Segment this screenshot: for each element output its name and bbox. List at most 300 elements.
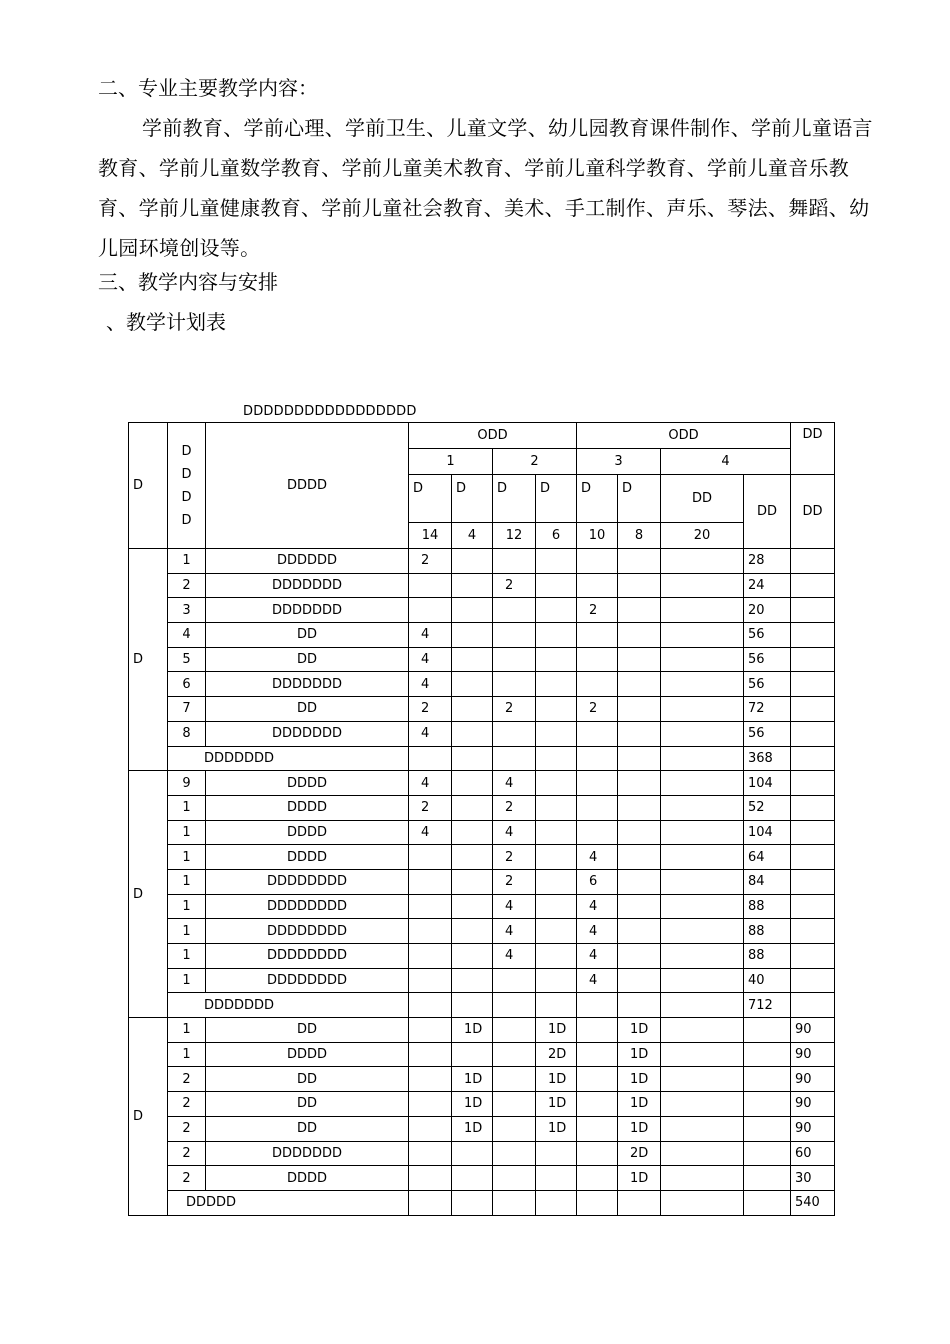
hours-cell-c7 — [661, 573, 744, 598]
empty-cell — [409, 993, 452, 1018]
row-number: 2 — [168, 1166, 206, 1191]
hours-cell-c3 — [493, 1067, 536, 1092]
header-semester-2: 2 — [493, 449, 577, 475]
total-cell-t2 — [791, 672, 835, 697]
hours-cell-c4 — [536, 598, 577, 623]
hours-cell-c5 — [577, 1067, 618, 1092]
hours-cell-c7 — [661, 869, 744, 894]
hours-cell-c1: 2 — [409, 549, 452, 574]
total-cell-t1: 52 — [744, 795, 791, 820]
row-number: 1 — [168, 845, 206, 870]
empty-cell — [452, 746, 493, 771]
total-cell-t2 — [791, 894, 835, 919]
course-name: DDDDDDDD — [206, 944, 409, 969]
table-row — [129, 598, 835, 623]
total-cell-t1 — [744, 1141, 791, 1166]
hours-cell-c3: 2 — [493, 573, 536, 598]
total-cell-t2: 60 — [791, 1141, 835, 1166]
hours-cell-c4 — [536, 697, 577, 722]
hours-cell-c1 — [409, 1092, 452, 1117]
table-row — [129, 820, 835, 845]
total-cell-t1 — [744, 1067, 791, 1092]
total-cell-t2 — [791, 549, 835, 574]
header-sub-1: D — [409, 475, 452, 523]
hours-cell-c5 — [577, 623, 618, 648]
header-total: DD — [791, 423, 835, 475]
empty-cell — [493, 746, 536, 771]
empty-cell — [536, 1190, 577, 1215]
hours-cell-c4 — [536, 869, 577, 894]
subtotal-row — [129, 1190, 835, 1215]
hours-cell-c3 — [493, 1092, 536, 1117]
hours-cell-c6 — [618, 944, 661, 969]
hours-cell-c2: 1D — [452, 1018, 493, 1043]
course-name: DD — [206, 1092, 409, 1117]
course-name: DD — [206, 623, 409, 648]
hours-cell-c7 — [661, 697, 744, 722]
category-cell: D — [129, 771, 168, 1018]
header-number — [168, 423, 206, 549]
total-cell-t1: 104 — [744, 771, 791, 796]
hours-cell-c6 — [618, 894, 661, 919]
row-number: 1 — [168, 869, 206, 894]
course-name: DDDD — [206, 771, 409, 796]
header-category: D — [129, 423, 168, 549]
hours-cell-c7 — [661, 1067, 744, 1092]
row-number: 1 — [168, 795, 206, 820]
hours-cell-c5 — [577, 549, 618, 574]
hours-cell-c2 — [452, 771, 493, 796]
hours-cell-c5 — [577, 1092, 618, 1117]
course-name: DDDDDD — [206, 549, 409, 574]
hours-cell-c7 — [661, 944, 744, 969]
hours-cell-c3 — [493, 623, 536, 648]
course-name: DDDDDDDD — [206, 869, 409, 894]
total-cell-t1: 88 — [744, 919, 791, 944]
total-cell-t1: 28 — [744, 549, 791, 574]
hours-cell-c5 — [577, 721, 618, 746]
header-sub-2: D — [452, 475, 493, 523]
row-number: 1 — [168, 968, 206, 993]
header-sub-7: DD — [661, 475, 744, 523]
total-cell-t2 — [791, 820, 835, 845]
header-total-a: DD — [744, 475, 791, 549]
header-sub-5: D — [577, 475, 618, 523]
hours-cell-c5 — [577, 820, 618, 845]
hours-cell-c3 — [493, 672, 536, 697]
hours-cell-c6 — [618, 919, 661, 944]
hours-cell-c4 — [536, 795, 577, 820]
header-semester-4: 4 — [661, 449, 791, 475]
hours-cell-c7 — [661, 845, 744, 870]
table-row — [129, 721, 835, 746]
hours-cell-c4 — [536, 647, 577, 672]
total-cell-t1: 56 — [744, 672, 791, 697]
row-number: 4 — [168, 623, 206, 648]
total-cell-t1: 40 — [744, 968, 791, 993]
hours-cell-c5 — [577, 1018, 618, 1043]
hours-cell-c2 — [452, 721, 493, 746]
table-row — [129, 1092, 835, 1117]
hours-cell-c4 — [536, 845, 577, 870]
total-cell-t1: 56 — [744, 623, 791, 648]
hours-cell-c1 — [409, 1166, 452, 1191]
total-cell-t1 — [744, 1042, 791, 1067]
total-cell-t2 — [791, 623, 835, 648]
hours-cell-c6 — [618, 598, 661, 623]
hours-cell-c1: 4 — [409, 647, 452, 672]
table-row — [129, 672, 835, 697]
hours-cell-c6 — [618, 869, 661, 894]
empty-cell — [618, 1190, 661, 1215]
table-row — [129, 894, 835, 919]
table-row — [129, 1067, 835, 1092]
subsection-heading: 、教学计划表 — [106, 310, 226, 334]
total-cell-t1: 84 — [744, 869, 791, 894]
hours-cell-c3 — [493, 1018, 536, 1043]
category-cell: D — [129, 1018, 168, 1216]
hours-cell-c2 — [452, 1141, 493, 1166]
hours-cell-c3 — [493, 598, 536, 623]
total-cell-t1: 88 — [744, 944, 791, 969]
empty-cell — [536, 993, 577, 1018]
row-number: 2 — [168, 573, 206, 598]
section-heading-3: 三、教学内容与安排 — [98, 270, 278, 294]
hours-cell-c6 — [618, 820, 661, 845]
hours-cell-c7 — [661, 598, 744, 623]
empty-cell — [493, 993, 536, 1018]
subtotal-label: DDDDDDD — [168, 993, 409, 1018]
hours-cell-c1: 4 — [409, 721, 452, 746]
weeks-6: 8 — [618, 523, 661, 549]
hours-cell-c6 — [618, 573, 661, 598]
row-number: 1 — [168, 549, 206, 574]
total-cell-t1: 56 — [744, 647, 791, 672]
empty-cell — [577, 746, 618, 771]
course-name: DDDD — [206, 1166, 409, 1191]
total-cell-t2 — [791, 647, 835, 672]
hours-cell-c3 — [493, 1141, 536, 1166]
hours-cell-c7 — [661, 721, 744, 746]
hours-cell-c5: 2 — [577, 697, 618, 722]
total-cell-t2: 90 — [791, 1092, 835, 1117]
hours-cell-c7 — [661, 1092, 744, 1117]
hours-cell-c5 — [577, 1141, 618, 1166]
hours-cell-c1 — [409, 1067, 452, 1092]
hours-cell-c2 — [452, 598, 493, 623]
hours-cell-c6 — [618, 647, 661, 672]
total-cell-t1: 24 — [744, 573, 791, 598]
subtotal-row — [129, 993, 835, 1018]
empty-cell — [744, 1190, 791, 1215]
course-name: DDDDDDD — [206, 598, 409, 623]
total-cell-t1 — [744, 1092, 791, 1117]
empty-cell — [409, 746, 452, 771]
total-cell-t2 — [791, 721, 835, 746]
total-cell-t2 — [791, 771, 835, 796]
weeks-1: 14 — [409, 523, 452, 549]
course-name: DDDD — [206, 845, 409, 870]
header-sub-6: D — [618, 475, 661, 523]
hours-cell-c5 — [577, 795, 618, 820]
empty-cell — [452, 993, 493, 1018]
empty-cell — [661, 993, 744, 1018]
hours-cell-c5 — [577, 1166, 618, 1191]
header-year-1: ODD — [409, 423, 577, 449]
total-cell-t1 — [744, 1166, 791, 1191]
hours-cell-c7 — [661, 820, 744, 845]
hours-cell-c4: 1D — [536, 1116, 577, 1141]
section-heading-2: 二、专业主要教学内容： — [98, 76, 318, 100]
header-sub-3: D — [493, 475, 536, 523]
hours-cell-c2: 1D — [452, 1067, 493, 1092]
subtotal-value: 712 — [744, 993, 791, 1018]
hours-cell-c1: 2 — [409, 795, 452, 820]
hours-cell-c7 — [661, 647, 744, 672]
hours-cell-c4 — [536, 1166, 577, 1191]
hours-cell-c2 — [452, 820, 493, 845]
hours-cell-c7 — [661, 968, 744, 993]
hours-cell-c2 — [452, 549, 493, 574]
total-cell-t1: 20 — [744, 598, 791, 623]
row-number: 3 — [168, 598, 206, 623]
hours-cell-c1 — [409, 598, 452, 623]
empty-cell — [791, 993, 835, 1018]
course-name: DD — [206, 1018, 409, 1043]
course-name: DDDDDDDD — [206, 968, 409, 993]
empty-cell — [409, 1190, 452, 1215]
hours-cell-c1: 4 — [409, 820, 452, 845]
hours-cell-c6 — [618, 623, 661, 648]
empty-cell — [536, 746, 577, 771]
total-cell-t1 — [744, 1116, 791, 1141]
hours-cell-c4 — [536, 573, 577, 598]
hours-cell-c6: 1D — [618, 1166, 661, 1191]
total-cell-t2 — [791, 919, 835, 944]
course-name: DDDDDDD — [206, 721, 409, 746]
course-name: DD — [206, 697, 409, 722]
course-name: DDDD — [206, 820, 409, 845]
hours-cell-c2 — [452, 647, 493, 672]
hours-cell-c2 — [452, 894, 493, 919]
row-number: 7 — [168, 697, 206, 722]
hours-cell-c6 — [618, 721, 661, 746]
empty-cell — [791, 746, 835, 771]
row-number: 2 — [168, 1067, 206, 1092]
weeks-5: 10 — [577, 523, 618, 549]
hours-cell-c1: 2 — [409, 697, 452, 722]
weeks-4: 6 — [536, 523, 577, 549]
row-number: 1 — [168, 894, 206, 919]
hours-cell-c1 — [409, 919, 452, 944]
row-number: 2 — [168, 1141, 206, 1166]
hours-cell-c4 — [536, 820, 577, 845]
subtotal-value: 540 — [791, 1190, 835, 1215]
hours-cell-c2 — [452, 697, 493, 722]
total-cell-t2: 90 — [791, 1067, 835, 1092]
table-row — [129, 968, 835, 993]
hours-cell-c7 — [661, 549, 744, 574]
hours-cell-c2 — [452, 1042, 493, 1067]
hours-cell-c3 — [493, 1116, 536, 1141]
header-row-1 — [129, 423, 835, 449]
table-row — [129, 919, 835, 944]
row-number: 2 — [168, 1092, 206, 1117]
hours-cell-c3: 4 — [493, 894, 536, 919]
hours-cell-c3: 2 — [493, 845, 536, 870]
table-row — [129, 647, 835, 672]
hours-cell-c2 — [452, 919, 493, 944]
header-sub-4: D — [536, 475, 577, 523]
hours-cell-c6 — [618, 549, 661, 574]
hours-cell-c3: 4 — [493, 919, 536, 944]
hours-cell-c6 — [618, 968, 661, 993]
hours-cell-c1 — [409, 894, 452, 919]
hours-cell-c6: 1D — [618, 1092, 661, 1117]
total-cell-t2 — [791, 944, 835, 969]
subtotal-label: DDDDD — [168, 1190, 409, 1215]
hours-cell-c3: 2 — [493, 869, 536, 894]
hours-cell-c1 — [409, 845, 452, 870]
hours-cell-c1: 4 — [409, 623, 452, 648]
hours-cell-c1 — [409, 1141, 452, 1166]
course-name: DDDD — [206, 795, 409, 820]
table-row — [129, 845, 835, 870]
row-number: 1 — [168, 820, 206, 845]
course-name: DDDDDDDD — [206, 894, 409, 919]
table-row — [129, 944, 835, 969]
header-total-b: DD — [791, 475, 835, 549]
hours-cell-c4: 1D — [536, 1067, 577, 1092]
course-name: DD — [206, 1116, 409, 1141]
subtotal-row — [129, 746, 835, 771]
course-name: DDDDDDD — [206, 1141, 409, 1166]
empty-cell — [618, 993, 661, 1018]
teaching-plan-table — [128, 422, 835, 1216]
hours-cell-c2 — [452, 968, 493, 993]
hours-cell-c4: 2D — [536, 1042, 577, 1067]
total-cell-t2 — [791, 968, 835, 993]
table-row — [129, 1141, 835, 1166]
hours-cell-c2 — [452, 795, 493, 820]
hours-cell-c7 — [661, 919, 744, 944]
hours-cell-c2 — [452, 845, 493, 870]
table-row — [129, 623, 835, 648]
hours-cell-c6: 2D — [618, 1141, 661, 1166]
hours-cell-c3: 4 — [493, 944, 536, 969]
weeks-2: 4 — [452, 523, 493, 549]
total-cell-t1 — [744, 1018, 791, 1043]
hours-cell-c7 — [661, 894, 744, 919]
hours-cell-c6 — [618, 672, 661, 697]
hours-cell-c5: 4 — [577, 944, 618, 969]
total-cell-t2 — [791, 697, 835, 722]
table-row — [129, 697, 835, 722]
row-number: 9 — [168, 771, 206, 796]
hours-cell-c5 — [577, 1116, 618, 1141]
hours-cell-c1 — [409, 944, 452, 969]
hours-cell-c1 — [409, 968, 452, 993]
hours-cell-c4 — [536, 1141, 577, 1166]
hours-cell-c1: 4 — [409, 771, 452, 796]
hours-cell-c2 — [452, 672, 493, 697]
hours-cell-c4: 1D — [536, 1092, 577, 1117]
total-cell-t2 — [791, 869, 835, 894]
row-number: 2 — [168, 1116, 206, 1141]
row-number: 1 — [168, 1018, 206, 1043]
hours-cell-c3: 4 — [493, 820, 536, 845]
empty-cell — [661, 1190, 744, 1215]
hours-cell-c3: 4 — [493, 771, 536, 796]
hours-cell-c3 — [493, 549, 536, 574]
table-row — [129, 549, 835, 574]
header-semester-3: 3 — [577, 449, 661, 475]
hours-cell-c4: 1D — [536, 1018, 577, 1043]
hours-cell-c5: 4 — [577, 845, 618, 870]
hours-cell-c6: 1D — [618, 1116, 661, 1141]
row-number: 1 — [168, 944, 206, 969]
hours-cell-c5 — [577, 771, 618, 796]
table-row — [129, 1042, 835, 1067]
hours-cell-c4 — [536, 771, 577, 796]
hours-cell-c4 — [536, 549, 577, 574]
total-cell-t2: 30 — [791, 1166, 835, 1191]
course-name: DD — [206, 647, 409, 672]
hours-cell-c7 — [661, 672, 744, 697]
hours-cell-c7 — [661, 1116, 744, 1141]
total-cell-t2 — [791, 573, 835, 598]
category-cell: D — [129, 549, 168, 771]
hours-cell-c5: 4 — [577, 894, 618, 919]
table-row — [129, 1018, 835, 1043]
hours-cell-c2: 1D — [452, 1092, 493, 1117]
table-row — [129, 869, 835, 894]
hours-cell-c7 — [661, 1018, 744, 1043]
hours-cell-c5: 4 — [577, 968, 618, 993]
hours-cell-c4 — [536, 721, 577, 746]
hours-cell-c6 — [618, 771, 661, 796]
hours-cell-c3 — [493, 647, 536, 672]
empty-cell — [452, 1190, 493, 1215]
table-row — [129, 1166, 835, 1191]
course-content-paragraph: 学前教育、学前心理、学前卫生、儿童文学、幼儿园教育课件制作、学前儿童语言教育、学前儿童数学教育、学前儿童美术教育、学前儿童科学教育、学前儿童音乐教育、学前儿童健康教育、学前儿童社会教育、美术、手工制作、声乐、琴法、舞蹈、幼儿园环境创设等。 — [98, 116, 873, 260]
row-number: 5 — [168, 647, 206, 672]
hours-cell-c5 — [577, 647, 618, 672]
total-cell-t2 — [791, 845, 835, 870]
hours-cell-c2: 1D — [452, 1116, 493, 1141]
row-number: 1 — [168, 1042, 206, 1067]
total-cell-t2 — [791, 598, 835, 623]
hours-cell-c6: 1D — [618, 1018, 661, 1043]
empty-cell — [577, 1190, 618, 1215]
total-cell-t1: 56 — [744, 721, 791, 746]
hours-cell-c1 — [409, 869, 452, 894]
header-year-2: ODD — [577, 423, 791, 449]
hours-cell-c4 — [536, 894, 577, 919]
table-row — [129, 795, 835, 820]
hours-cell-c4 — [536, 968, 577, 993]
weeks-3: 12 — [493, 523, 536, 549]
hours-cell-c2 — [452, 869, 493, 894]
empty-cell — [493, 1190, 536, 1215]
hours-cell-c6 — [618, 697, 661, 722]
hours-cell-c2 — [452, 623, 493, 648]
hours-cell-c1 — [409, 1018, 452, 1043]
hours-cell-c2 — [452, 573, 493, 598]
hours-cell-c7 — [661, 1141, 744, 1166]
header-semester-1: 1 — [409, 449, 493, 475]
hours-cell-c5 — [577, 1042, 618, 1067]
